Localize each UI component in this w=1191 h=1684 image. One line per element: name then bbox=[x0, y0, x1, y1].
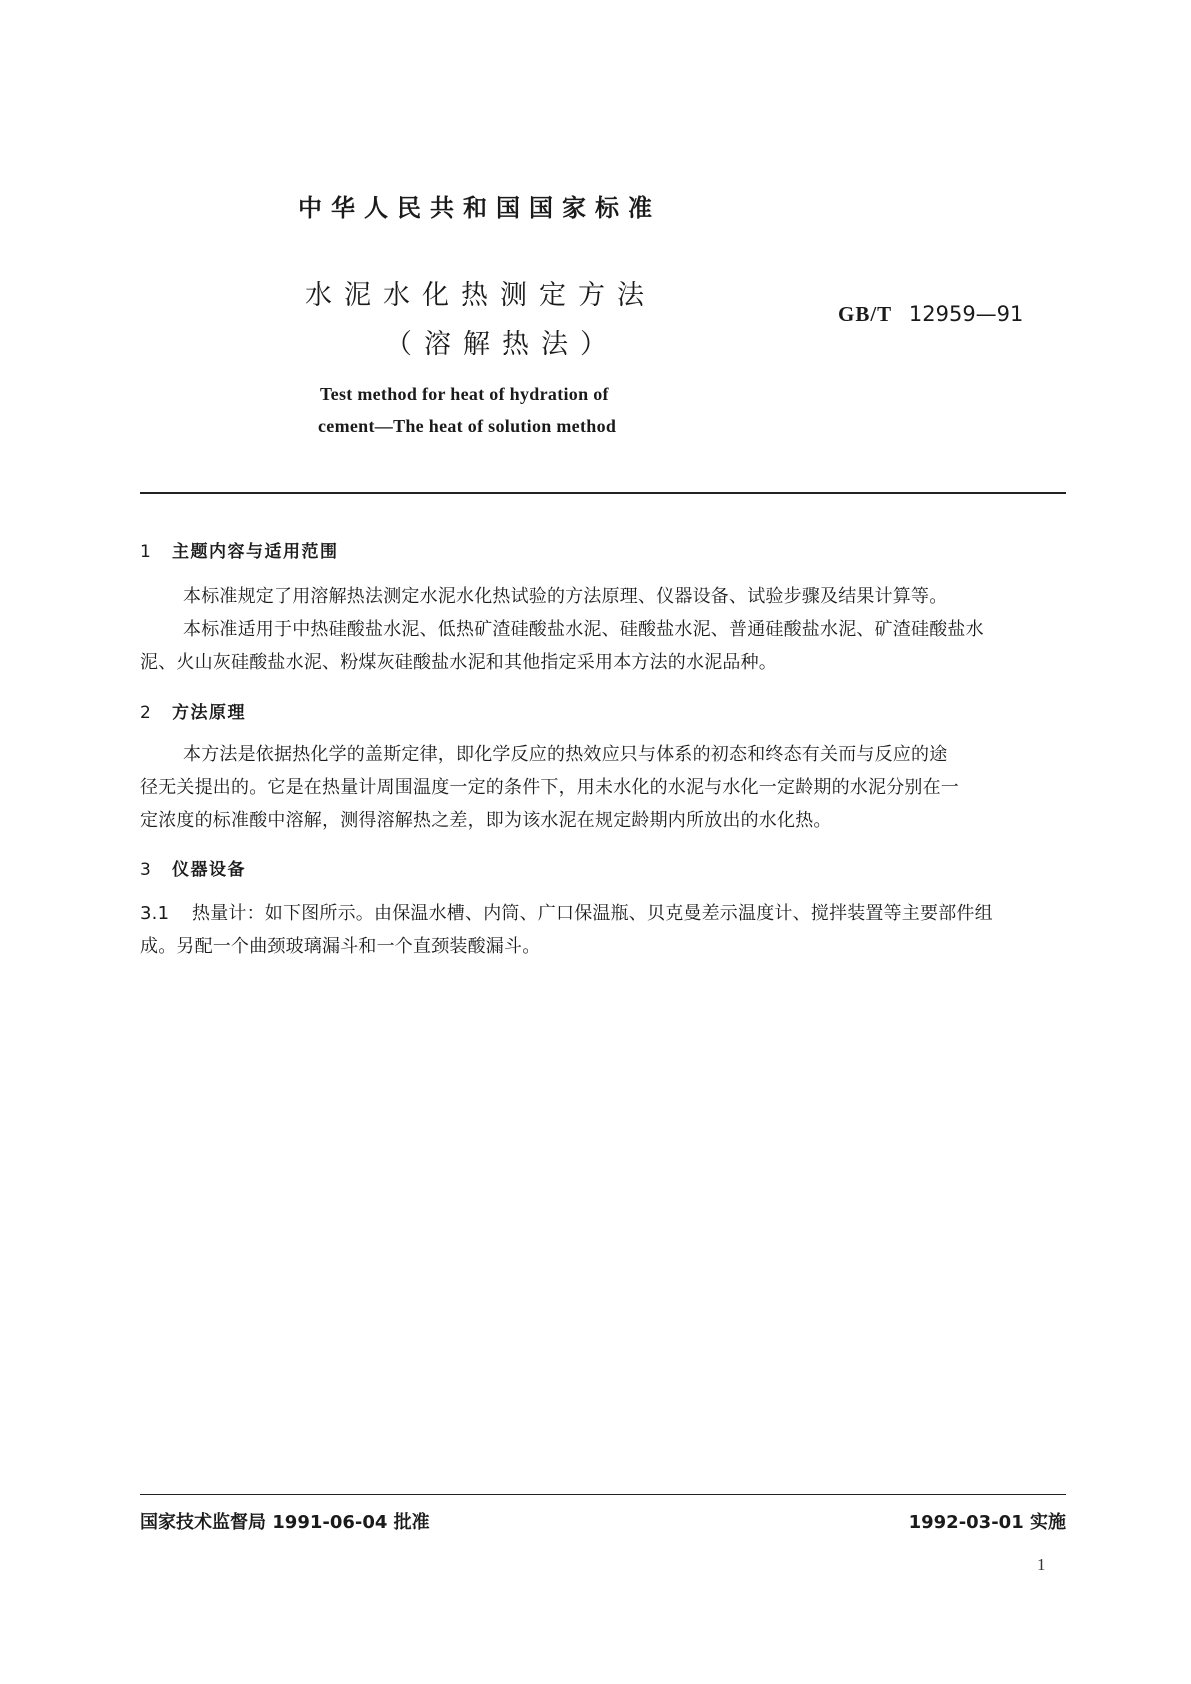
section-1-paragraph-2-line-2: 泥、火山灰硅酸盐水泥、粉煤灰硅酸盐水泥和其他指定采用本方法的水泥品种。 bbox=[140, 652, 777, 673]
english-title-line-1: Test method for heat of hydration of bbox=[320, 384, 609, 404]
section-1-paragraph-2-line-1: 本标准适用于中热硅酸盐水泥、低热矿渣硅酸盐水泥、硅酸盐水泥、普通硅酸盐水泥、矿渣硅酸盐水 bbox=[183, 619, 984, 640]
standard-title: 水泥水化热测定方法 bbox=[305, 280, 656, 311]
section-3-heading bbox=[140, 855, 246, 880]
standard-code-prefix: GB/T bbox=[838, 302, 893, 326]
section-3-number: 3 bbox=[140, 860, 151, 880]
standard-code-number: 12959—91 bbox=[908, 302, 1024, 326]
implementation-date: 1992-03-01 实施 bbox=[908, 1512, 1066, 1533]
page-number: 1 bbox=[1037, 1555, 1046, 1574]
clause-3-1-text: 热量计：如下图所示。由保温水槽、内筒、广口保温瓶、贝克曼差示温度计、搅拌装置等主要部件组 bbox=[192, 903, 993, 924]
header-divider bbox=[140, 492, 1066, 494]
section-1-body bbox=[140, 580, 1066, 679]
standard-subtitle: （溶解热法） bbox=[385, 329, 619, 360]
english-title-line-2: cement—The heat of solution method bbox=[318, 416, 617, 436]
section-2-heading bbox=[140, 698, 246, 723]
section-1-heading bbox=[140, 537, 339, 562]
section-1-paragraph-1: 本标准规定了用溶解热法测定水泥水化热试验的方法原理、仪器设备、试验步骤及结果计算等。 bbox=[183, 586, 948, 607]
section-3-body bbox=[140, 897, 1066, 963]
standard-code bbox=[838, 302, 1023, 327]
clause-3-1-number: 3.1 bbox=[140, 903, 170, 924]
approval-date: 国家技术监督局 1991-06-04 批准 bbox=[140, 1512, 430, 1533]
section-2-paragraph-line-2: 径无关提出的。它是在热量计周围温度一定的条件下，用未水化的水泥与水化一定龄期的水泥分别在一 bbox=[140, 777, 959, 798]
section-2-number: 2 bbox=[140, 703, 151, 723]
clause-3-1-line-1 bbox=[140, 897, 1066, 930]
section-2-paragraph-line-3: 定浓度的标准酸中溶解，测得溶解热之差，即为该水泥在规定龄期内所放出的水化热。 bbox=[140, 810, 832, 831]
national-standard-heading: 中华人民共和国国家标准 bbox=[298, 194, 661, 222]
section-1-title: 主题内容与适用范围 bbox=[172, 542, 339, 562]
section-1-number: 1 bbox=[140, 542, 151, 562]
section-2-body bbox=[140, 738, 1066, 837]
footer-divider bbox=[140, 1494, 1066, 1495]
section-3-title: 仪器设备 bbox=[172, 860, 246, 880]
clause-3-1-line-2: 成。另配一个曲颈玻璃漏斗和一个直颈装酸漏斗。 bbox=[140, 936, 541, 957]
section-2-title: 方法原理 bbox=[172, 703, 246, 723]
section-2-paragraph-line-1: 本方法是依据热化学的盖斯定律，即化学反应的热效应只与体系的初态和终态有关而与反应的途 bbox=[183, 744, 948, 765]
